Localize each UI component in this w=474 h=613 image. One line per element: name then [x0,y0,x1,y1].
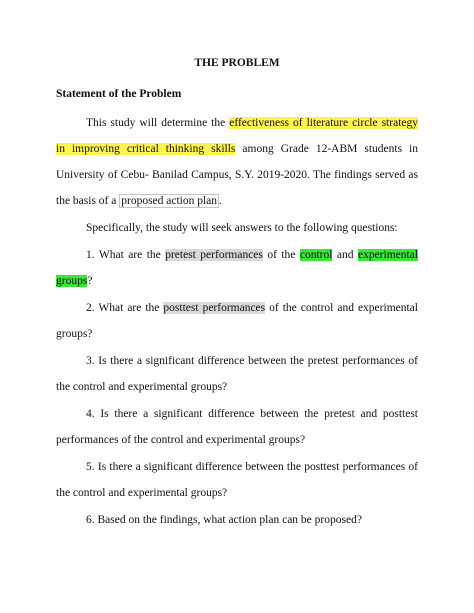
q1-text-3: and [332,249,358,261]
q2-text-1: 2. What are the [86,302,164,314]
intro-paragraph [56,110,418,214]
lead-in-paragraph: Specifically, the study will seek answers to the following questions: [86,222,398,234]
question-3: 3. Is there a significant difference between the pretest performances of the control and experimental groups? [56,355,418,393]
intro-boxed-phrase: proposed action plan [121,195,218,207]
q1-text-5: ? [87,275,93,287]
question-4: 4. Is there a significant difference between the pretest and posttest performances of the control and experimental groups? [56,408,418,446]
question-1 [56,242,418,294]
section-heading: Statement of the Problem [56,88,182,100]
q1-highlight-groups: groups [56,275,88,287]
intro-text-1: This study will determine the [86,117,230,129]
q1-highlight-experimental: experimental [357,249,418,261]
document-title: THE PROBLEM [194,57,280,69]
q2-highlight-posttest: posttest performances [163,302,266,314]
q1-highlight-pretest: pretest performances [165,249,263,261]
intro-text-3: . [219,195,222,207]
question-6: 6. Based on the findings, what action plan can be proposed? [86,514,362,526]
q1-text-1: 1. What are the [86,249,166,261]
intro-highlight-yellow: effectiveness of literature circle strategy in improving critical thinking skills [56,117,418,155]
question-5: 5. Is there a significant difference between the posttest performances of the control and experimental groups? [56,461,418,499]
q1-text-2: of the [262,249,300,261]
question-2 [56,295,418,347]
intro-text-2: among Grade 12-ABM students in University of Cebu- Banilad Campus, S.Y. 2019-2020. The findings served as the basis of a [56,143,418,207]
q1-highlight-control: control [299,249,333,261]
q2-text-2: of the control and experimental groups? [56,302,418,340]
